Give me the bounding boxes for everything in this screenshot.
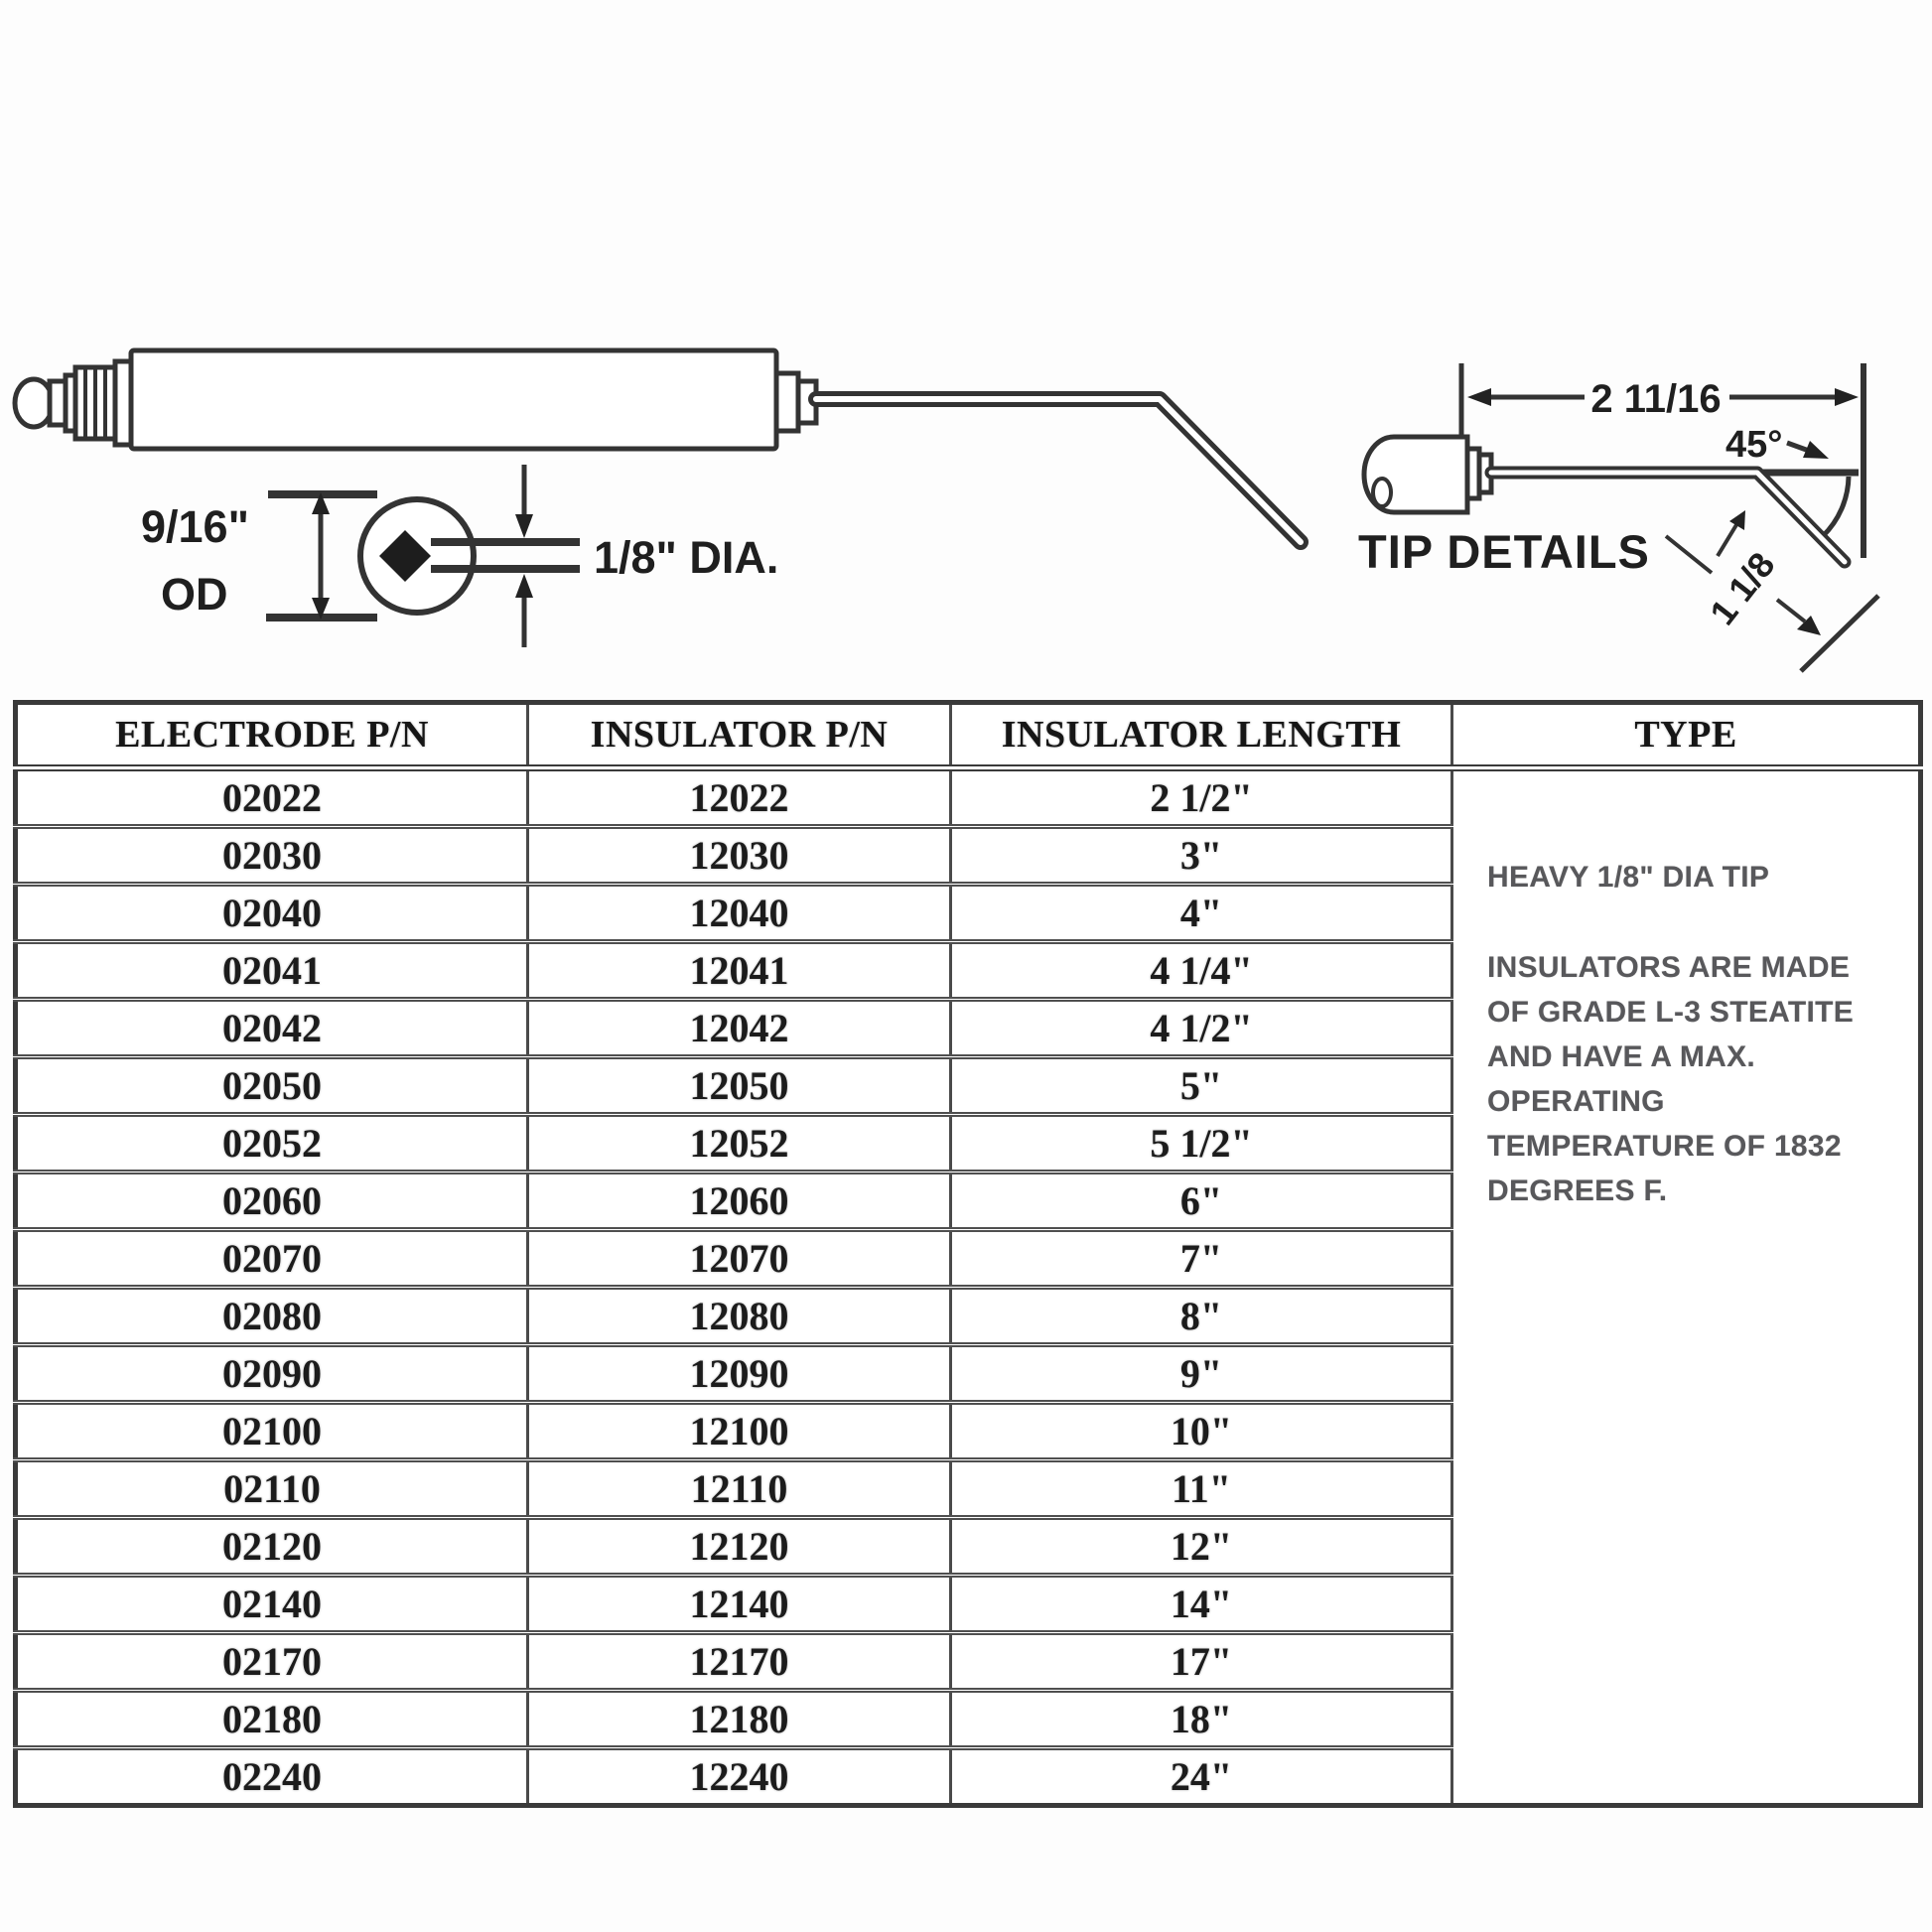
dia-label: 1/8" DIA. (594, 532, 779, 583)
col-header-electrode-pn: ELECTRODE P/N (16, 703, 528, 768)
cell-insulator-pn: 12240 (528, 1748, 951, 1806)
cell-insulator-length: 4 1/4" (951, 942, 1452, 1000)
cell-electrode-pn: 02090 (16, 1345, 528, 1403)
cell-electrode-pn: 02100 (16, 1403, 528, 1460)
tip-length-dim: 2 11/16 (1590, 377, 1722, 421)
cell-electrode-pn: 02050 (16, 1057, 528, 1115)
electrode-drawing (0, 0, 1932, 700)
col-header-type: TYPE (1452, 703, 1921, 768)
header-row (16, 703, 1921, 768)
cell-insulator-pn: 12052 (528, 1115, 951, 1173)
cell-insulator-length: 5" (951, 1057, 1452, 1115)
cell-insulator-pn: 12060 (528, 1173, 951, 1230)
cell-insulator-pn: 12070 (528, 1230, 951, 1288)
cell-insulator-pn: 12180 (528, 1691, 951, 1748)
cell-insulator-pn: 12110 (528, 1460, 951, 1518)
cell-insulator-pn: 12140 (528, 1576, 951, 1633)
cell-electrode-pn: 02120 (16, 1518, 528, 1576)
tip-nut (776, 373, 798, 431)
tip-bend-dim: 1 1/8 (1701, 544, 1783, 632)
electrode-spec-table (13, 700, 1923, 1808)
cell-insulator-pn: 12170 (528, 1633, 951, 1691)
cell-insulator-pn: 12050 (528, 1057, 951, 1115)
cell-electrode-pn: 02040 (16, 885, 528, 942)
cell-electrode-pn: 02180 (16, 1691, 528, 1748)
cell-electrode-pn: 02070 (16, 1230, 528, 1288)
od-label-2: OD (161, 569, 228, 620)
cell-electrode-pn: 02240 (16, 1748, 528, 1806)
cell-electrode-pn: 02140 (16, 1576, 528, 1633)
cell-insulator-length: 3" (951, 827, 1452, 885)
tip-details-title: TIP DETAILS (1358, 525, 1650, 578)
cell-electrode-pn: 02042 (16, 1000, 528, 1057)
cell-insulator-length: 2 1/2" (951, 768, 1452, 827)
cell-insulator-length: 10" (951, 1403, 1452, 1460)
cell-insulator-pn: 12030 (528, 827, 951, 885)
cell-insulator-length: 18" (951, 1691, 1452, 1748)
cell-insulator-length: 11" (951, 1460, 1452, 1518)
cell-insulator-length: 4 1/2" (951, 1000, 1452, 1057)
cell-insulator-length: 17" (951, 1633, 1452, 1691)
cell-insulator-length: 14" (951, 1576, 1452, 1633)
cross-section-detail (266, 465, 580, 647)
cell-insulator-pn: 12100 (528, 1403, 951, 1460)
terminal-nose (15, 379, 53, 427)
cell-insulator-length: 8" (951, 1288, 1452, 1345)
type-note-heavy-tip: HEAVY 1/8" DIA TIP (1487, 861, 1770, 894)
cell-electrode-pn: 02080 (16, 1288, 528, 1345)
cell-insulator-length: 6" (951, 1173, 1452, 1230)
cell-insulator-length: 5 1/2" (951, 1115, 1452, 1173)
cell-electrode-pn: 02052 (16, 1115, 528, 1173)
cell-insulator-pn: 12120 (528, 1518, 951, 1576)
cell-insulator-pn: 12041 (528, 942, 951, 1000)
tip-angle-label: 45° (1725, 424, 1783, 466)
cell-insulator-pn: 12090 (528, 1345, 951, 1403)
table-row (16, 768, 1921, 827)
cell-insulator-pn: 12042 (528, 1000, 951, 1057)
cell-electrode-pn: 02110 (16, 1460, 528, 1518)
od-label: 9/16" (141, 501, 249, 552)
col-header-insulator-length: INSULATOR LENGTH (951, 703, 1452, 768)
cell-electrode-pn: 02022 (222, 775, 322, 820)
cell-insulator-pn: 12022 (528, 768, 951, 827)
cell-insulator-pn: 12080 (528, 1288, 951, 1345)
cell-insulator-pn: 12040 (528, 885, 951, 942)
cell-electrode-pn: 02060 (16, 1173, 528, 1230)
cell-insulator-length: 24" (951, 1748, 1452, 1806)
cell-electrode-pn: 02030 (16, 827, 528, 885)
type-note-insulators: INSULATORS ARE MADE OF GRADE L-3 STEATITE AND HAVE A MAX. OPERATING TEMPERATURE OF 1832 DEGREES F. (1487, 951, 1855, 1207)
insulator-body (131, 350, 776, 449)
cell-electrode-pn: 02170 (16, 1633, 528, 1691)
cell-insulator-length: 4" (951, 885, 1452, 942)
spec-table-body (16, 768, 1921, 1806)
cell-insulator-length: 9" (951, 1345, 1452, 1403)
type-cell (1452, 768, 1921, 1806)
col-header-insulator-pn: INSULATOR P/N (528, 703, 951, 768)
cell-insulator-length: 12" (951, 1518, 1452, 1576)
cell-insulator-length: 7" (951, 1230, 1452, 1288)
cell-electrode-pn: 02041 (16, 942, 528, 1000)
